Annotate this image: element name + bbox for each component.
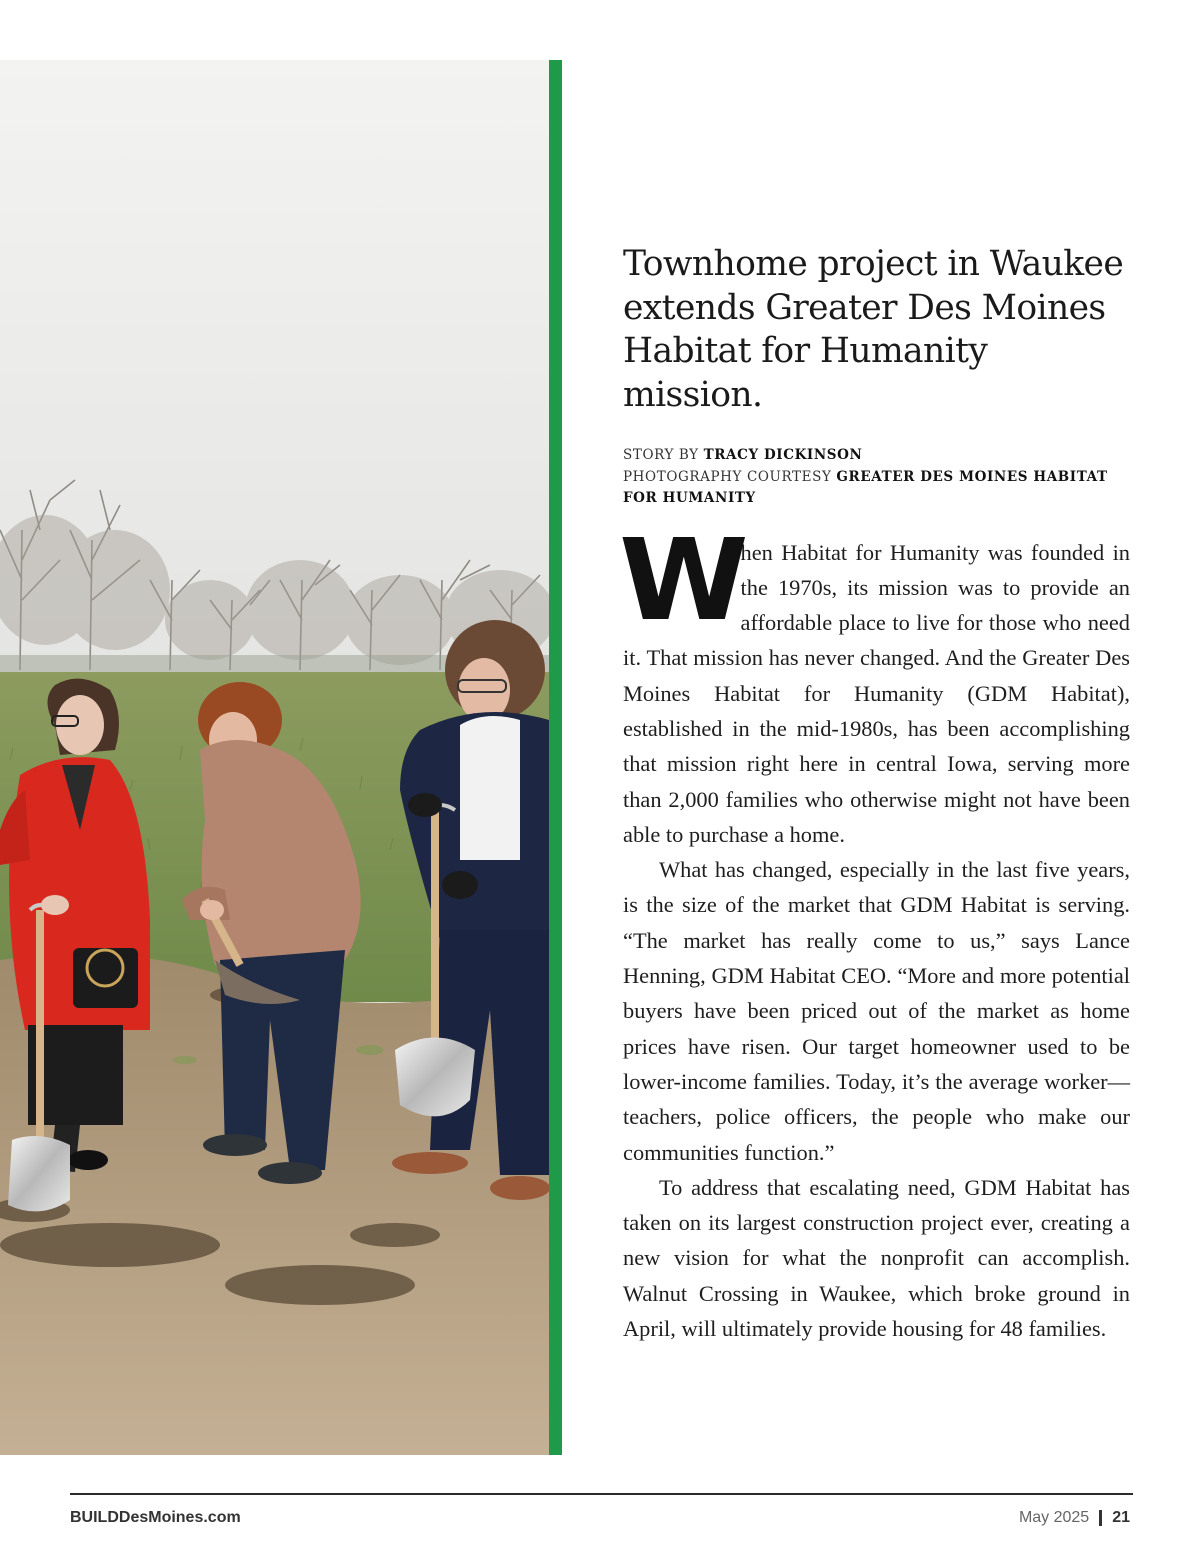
photo-credit [623,467,1130,510]
paragraph-1-text: hen Habitat for Humanity was founded in the 1970s, its mission was to provide an affordable place to live for those who need it. That mission has never changed. And the Greater Des Moines Habitat for Humanity (GDM Habitat), established in the mid-1980s, has been accomplishing that mission right here in central Iowa, serving more than 2,000 families who otherwise might not have been able to purchase a home. [623,539,1130,847]
groundbreaking-illustration [0,60,549,1455]
drop-cap: W [619,515,741,646]
credits [623,445,1130,510]
green-vertical-rule [549,60,562,1455]
article-body [619,515,1130,1347]
paragraph-2: What has changed, especially in the last five years, is the size of the market that GDM Habitat is serving. “The market has really come to us,” says Lance Henning, GDM Habitat CEO. “More and more potential buyers have been priced out of the market as home prices have risen. Our target homeowner used to be lower-income families. Today, it’s the average worker—teachers, police officers, the people who make our communities function.” [623,857,1130,1165]
photo-label: PHOTOGRAPHY COURTESY [623,468,832,485]
paragraph-3: To address that escalating need, GDM Habitat has taken on its largest construction project ever, creating a new vision for what the nonprofit can accomplish. Walnut Crossing in Waukee, which broke ground in April, will ultimately provide housing for 48 families. [623,1174,1130,1342]
photo-credit-name: GREATER DES MOINES HABITAT FOR HUMANITY [623,468,1108,506]
story-author: TRACY DICKINSON [703,447,863,463]
headline: Townhome project in Waukee extends Greater Des Moines Habitat for Humanity mission. [623,244,1124,415]
story-label: STORY BY [623,447,699,463]
footer-rule [70,1493,1133,1495]
page-number: 21 [1112,1509,1130,1526]
footer-site: BUILDDesMoines.com [70,1509,241,1526]
footer-separator [1099,1510,1102,1526]
footer-folio [1019,1509,1130,1527]
article [619,243,1130,1346]
groundbreaking-photo [0,60,549,1455]
paragraph-1 [619,515,1130,853]
footer-issue: May 2025 [1018,1509,1090,1526]
story-credit [623,445,1130,467]
